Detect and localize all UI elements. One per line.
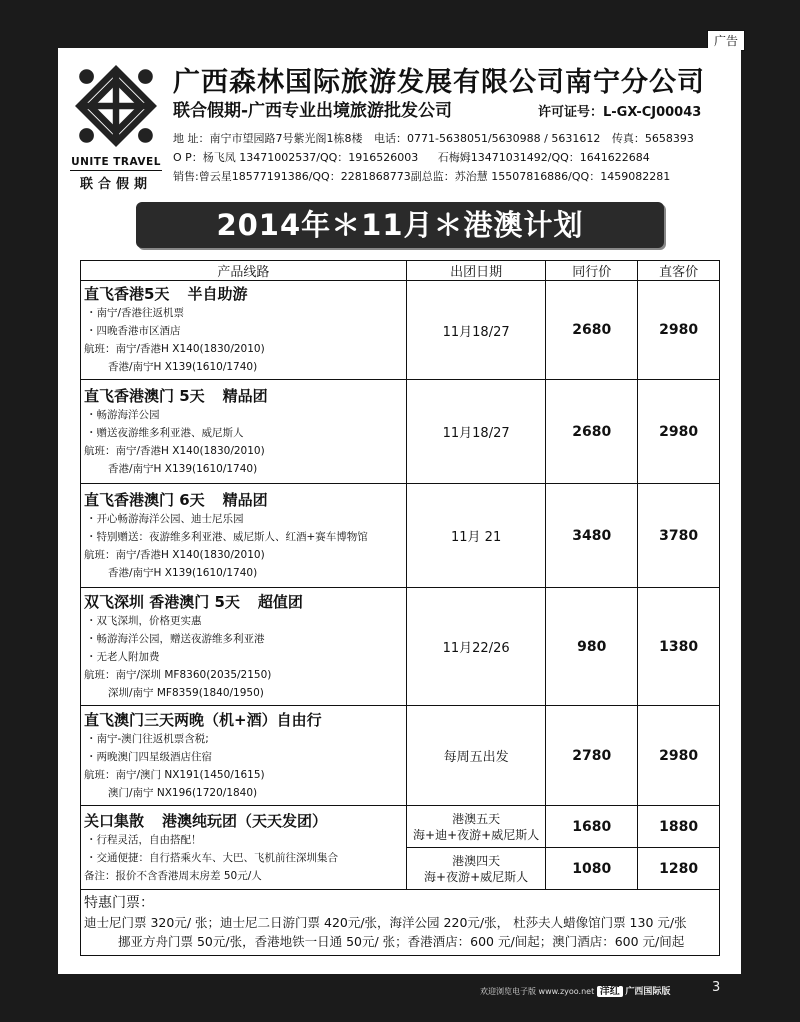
direct-price: 2980 <box>638 706 720 806</box>
route-cell <box>81 806 407 890</box>
route-title: 直飞澳门三天两晚（机+酒）自由行 <box>84 710 322 729</box>
slogan: 联合假期-广西专业出境旅游批发公司 <box>173 101 453 121</box>
table-row <box>81 380 720 484</box>
route-cell <box>81 281 407 380</box>
tour-plan-table <box>80 260 720 956</box>
endless-knot-icon <box>70 60 162 152</box>
option-name: 港澳五天 <box>452 811 501 826</box>
route-detail: ・南宁/香港往返机票 <box>86 307 185 319</box>
flight-info: 航班：南宁/香港H X140(1830/2010) <box>84 343 265 355</box>
tickets-line: 迪士尼门票 320元/ 张；迪士尼二日游门票 420元/张，海洋公园 220元/张， 杜莎夫人蜡像馆门票 130 元/张 <box>84 915 687 930</box>
direct-price: 2980 <box>638 380 720 484</box>
route-detail: ・南宁-澳门往返机票含税; <box>86 732 209 745</box>
route-detail: ・无老人附加费 <box>86 650 160 663</box>
flight-info: 航班：南宁/香港H X140(1830/2010) <box>84 444 265 457</box>
peer-price: 980 <box>546 588 638 706</box>
contact-line-sales <box>173 168 670 184</box>
contact-line-address <box>173 130 694 146</box>
flight-info: 航班：南宁/深圳 MF8360(2035/2150) <box>84 668 272 681</box>
flight-info: 航班：南宁/澳门 NX191(1450/1615) <box>84 768 265 781</box>
table-header-row <box>81 261 720 281</box>
license-number: 许可证号：L-GX-CJ00043 <box>538 105 702 120</box>
table-row <box>81 588 720 706</box>
route-cell <box>81 588 407 706</box>
op-contact-2: 石梅姆13471031492/QQ：1641622684 <box>437 151 650 164</box>
flight-info: 航班：南宁/香港H X140(1830/2010) <box>84 548 265 561</box>
brand-badge: 洋红 <box>597 986 623 997</box>
special-tickets <box>81 890 720 956</box>
route-title: 直飞香港5天 半自助游 <box>84 285 248 303</box>
route-detail: ・畅游海洋公园 <box>86 408 160 421</box>
peer-price: 2680 <box>546 281 638 380</box>
route-remark: 备注：报价不含香港周末房差 50元/人 <box>84 869 262 882</box>
route-title: 双飞深圳 香港澳门 5天 超值团 <box>84 592 303 611</box>
direct-price: 2980 <box>638 281 720 380</box>
route-detail: ・畅游海洋公园，赠送夜游维多利亚港 <box>86 632 265 645</box>
route-title: 直飞香港澳门 6天 精品团 <box>84 490 268 509</box>
route-cell <box>81 484 407 588</box>
route-detail: ・交通便捷：自行搭乘火车、大巴、飞机前往深圳集合 <box>86 851 338 864</box>
route-detail: ・赠送夜游维多利亚港、威尼斯人 <box>86 426 244 439</box>
header-peer-price: 同行价 <box>546 261 638 281</box>
direct-price: 1280 <box>638 848 720 890</box>
option-name: 港澳四天 <box>452 853 501 868</box>
ticket-footer-row <box>81 890 720 956</box>
direct-price: 3780 <box>638 484 720 588</box>
route-detail: ・两晚澳门四星级酒店住宿 <box>86 750 212 763</box>
page-number: 3 <box>712 980 721 995</box>
phone: 电话：0771-5638051/5630988 / 5631612 <box>374 132 601 145</box>
plan-banner: 2014年＊11月＊港澳计划 <box>136 202 664 248</box>
departure-date: 11月18/27 <box>406 380 546 484</box>
edition-label: 广西国际版 <box>625 987 671 997</box>
company-logo <box>70 60 162 190</box>
departure-date: 每周五出发 <box>406 706 546 806</box>
tickets-line: 挪亚方舟门票 50元/张，香港地铁一日通 50元/ 张；香港酒店：600 元/间起；澳门酒店：600 元/间起 <box>118 934 685 949</box>
route-cell <box>81 380 407 484</box>
table-row <box>81 806 720 848</box>
website-text: 欢迎浏览电子版 www.zyoo.net <box>480 987 595 996</box>
table-row <box>81 484 720 588</box>
flight-info: 香港/南宁H X139(1610/1740) <box>108 462 258 475</box>
logo-chinese: 联合假期 <box>79 177 152 192</box>
op-contact-1: O P：杨飞凤 13471002537/QQ：1916526003 <box>173 151 419 164</box>
route-detail: ・开心畅游海洋公园、迪士尼乐园 <box>86 512 244 525</box>
director-contact: 副总监：苏治慧 15507816886/QQ：1459082281 <box>410 170 671 183</box>
departure-option <box>406 806 546 848</box>
flight-info: 深圳/南宁 MF8359(1840/1950) <box>108 686 264 699</box>
header-date: 出团日期 <box>406 261 546 281</box>
logo-english: UNITE TRAVEL <box>70 156 162 171</box>
address: 地 址：南宁市望园路7号紫光阁1栋8楼 <box>173 132 363 145</box>
route-detail: ・双飞深圳，价格更实惠 <box>86 614 202 627</box>
departure-option <box>406 848 546 890</box>
flight-info: 香港/南宁H X139(1610/1740) <box>108 566 258 579</box>
peer-price: 2680 <box>546 380 638 484</box>
route-title: 关口集散 港澳纯玩团（天天发团） <box>84 811 328 830</box>
table-row <box>81 706 720 806</box>
departure-date: 11月22/26 <box>406 588 546 706</box>
option-desc: 海+迪+夜游+威尼斯人 <box>413 827 540 842</box>
route-title: 直飞香港澳门 5天 精品团 <box>84 386 268 405</box>
option-desc: 海+夜游+威尼斯人 <box>424 869 529 884</box>
departure-date: 11月 21 <box>406 484 546 588</box>
peer-price: 3480 <box>546 484 638 588</box>
ad-sheet <box>58 48 741 974</box>
tickets-title: 特惠门票： <box>84 895 154 911</box>
flight-info: 香港/南宁H X139(1610/1740) <box>108 361 258 373</box>
header-route: 产品线路 <box>81 261 407 281</box>
direct-price: 1380 <box>638 588 720 706</box>
peer-price: 2780 <box>546 706 638 806</box>
fax: 传真：5658393 <box>611 132 694 145</box>
direct-price: 1880 <box>638 806 720 848</box>
header-direct-price: 直客价 <box>638 261 720 281</box>
peer-price: 1080 <box>546 848 638 890</box>
peer-price: 1680 <box>546 806 638 848</box>
flight-info: 澳门/南宁 NX196(1720/1840) <box>108 786 258 799</box>
table-row <box>81 281 720 380</box>
route-cell <box>81 706 407 806</box>
ad-tag: 广告 <box>707 30 745 51</box>
bottom-credit <box>480 982 670 997</box>
route-detail: ・四晚香港市区酒店 <box>86 325 181 337</box>
route-detail: ・特别赠送：夜游维多利亚港、威尼斯人、红酒+赛车博物馆 <box>86 530 368 543</box>
company-name: 广西森林国际旅游发展有限公司南宁分公司 <box>173 67 705 98</box>
departure-date: 11月18/27 <box>406 281 546 380</box>
contact-line-op <box>173 149 650 165</box>
route-detail: ・行程灵活，自由搭配！ <box>86 833 202 846</box>
sales-contact: 销售:曾云星18577191386/QQ：2281868773 <box>173 170 411 183</box>
